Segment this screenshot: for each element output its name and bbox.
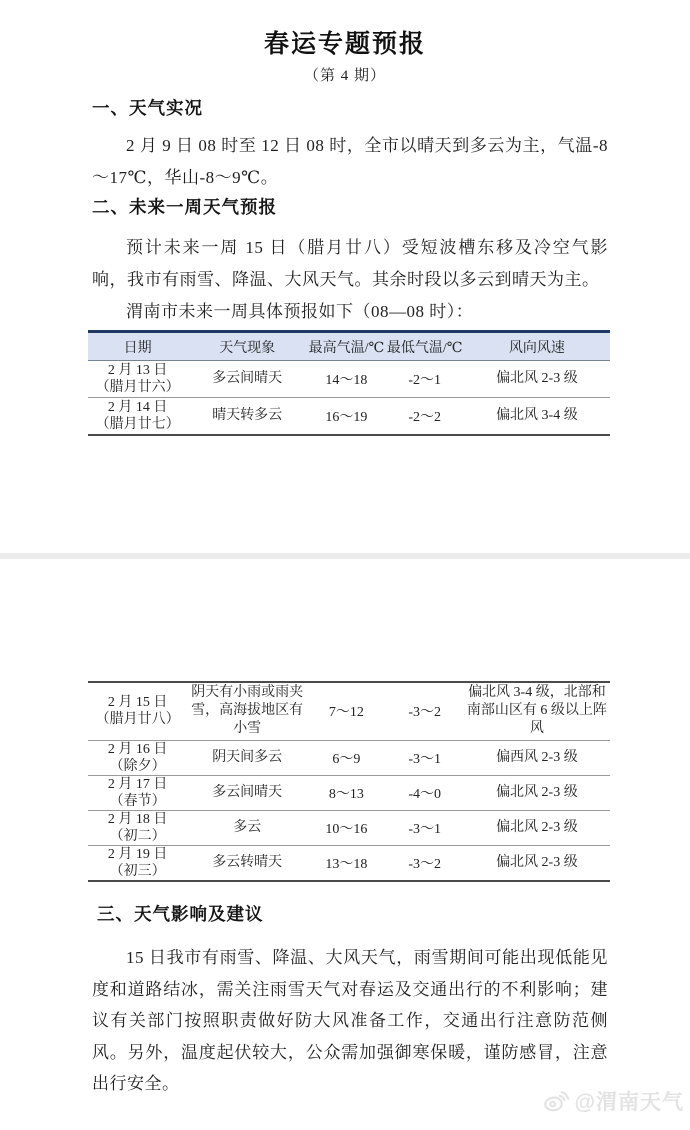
date-cell: 2 月 14 日 （腊月廿七） (95, 399, 180, 432)
low-temp-cell: -2～1 (408, 373, 441, 388)
table-header-row (88, 332, 610, 361)
current-weather-paragraph: 2 月 9 日 08 时至 12 日 08 时，全市以晴天到多云为主，气温-8～17℃，华山-8～9℃。 (92, 136, 608, 187)
weather-cell: 多云 (233, 819, 262, 835)
table-row (88, 740, 610, 775)
low-temp-cell: -4～0 (408, 786, 441, 802)
wind-cell: 偏北风 2-3 级 (496, 784, 578, 800)
forecast-table-part2 (88, 681, 610, 882)
forecast-table-part1 (88, 330, 610, 436)
wind-cell: 偏北风 3-4 级，北部和南部山区有 6 级以上阵风 (466, 685, 607, 737)
high-temp-cell: 16～19 (325, 409, 368, 425)
high-temp-cell: 6～9 (332, 751, 361, 767)
date-cell: 2 月 13 日 （腊月廿六） (95, 363, 180, 395)
section-heading-impact-advice: 三、天气影响及建议 (97, 904, 264, 924)
column-header: 最低气温/℃ (386, 340, 463, 356)
screenshot-seam-divider (0, 553, 690, 559)
weather-cell: 多云间晴天 (212, 784, 283, 800)
column-header: 天气现象 (219, 340, 276, 356)
date-cell: 2 月 16 日 （除夕） (107, 741, 168, 774)
column-header: 最高气温/℃ (308, 340, 385, 356)
table-row (88, 810, 610, 845)
table-row (88, 361, 610, 398)
wind-cell: 偏西风 2-3 级 (496, 749, 578, 765)
wind-cell: 偏北风 2-3 级 (496, 371, 578, 386)
date-cell: 2 月 18 日 （初二） (107, 811, 168, 844)
section-heading-current-weather: 一、天气实况 (92, 98, 203, 118)
high-temp-cell: 7～12 (328, 705, 364, 721)
weather-cell: 阴天间多云 (212, 749, 283, 765)
table-row (88, 775, 610, 810)
high-temp-cell: 8～13 (328, 786, 364, 802)
date-cell: 2 月 15 日 （腊月廿八） (95, 695, 180, 728)
weather-cell: 多云转晴天 (212, 854, 283, 870)
weibo-icon (543, 1090, 570, 1113)
high-temp-cell: 13～18 (325, 856, 368, 872)
table-intro-line: 渭南市未来一周具体预报如下（08—08 时）： (126, 302, 474, 321)
weather-cell: 阴天有小雨或雨夹雪，高海拔地区有小雪 (191, 685, 304, 737)
wind-cell: 偏北风 2-3 级 (496, 854, 578, 870)
watermark-handle: @渭南天气 (574, 1091, 684, 1114)
wind-cell: 偏北风 3-4 级 (496, 407, 578, 423)
date-cell: 2 月 19 日 （初三） (107, 846, 168, 879)
low-temp-cell: -3～1 (408, 821, 441, 837)
table-row (88, 845, 610, 881)
week-forecast-paragraph: 预计未来一周 15 日（腊月廿八）受短波槽东移及冷空气影响，我市有雨雪、降温、大风天气。其余时段以多云到晴天为主。 (92, 238, 608, 289)
impact-advice-paragraph: 15 日我市有雨雪、降温、大风天气，雨雪期间可能出现低能见度和道路结冰，需关注雨雪天气对春运及交通出行的不利影响；建议有关部门按照职责做好防大风准备工作，交通出行注意防范侧风。另外，温度起伏较大，公众需加强御寒保暖，谨防感冒，注意出行安全。 (92, 948, 608, 1093)
table-row (88, 682, 610, 740)
column-header: 风向风速 (508, 340, 565, 356)
low-temp-cell: -2～2 (408, 409, 441, 425)
column-header: 日期 (123, 340, 152, 356)
high-temp-cell: 10～16 (325, 821, 368, 837)
weibo-watermark (543, 1086, 684, 1116)
weather-cell: 多云间晴天 (212, 371, 283, 386)
high-temp-cell: 14～18 (325, 373, 368, 388)
low-temp-cell: -3～2 (408, 705, 441, 721)
date-cell: 2 月 17 日 （春节） (107, 776, 168, 809)
weather-cell: 晴天转多云 (212, 407, 283, 423)
table-row (88, 398, 610, 435)
low-temp-cell: -3～2 (408, 856, 441, 872)
wind-cell: 偏北风 2-3 级 (496, 819, 578, 835)
section-heading-week-forecast: 二、未来一周天气预报 (92, 197, 277, 217)
low-temp-cell: -3～1 (408, 751, 441, 767)
page-title: 春运专题预报 (263, 31, 426, 58)
issue-number: （第 4 期） (303, 68, 386, 84)
